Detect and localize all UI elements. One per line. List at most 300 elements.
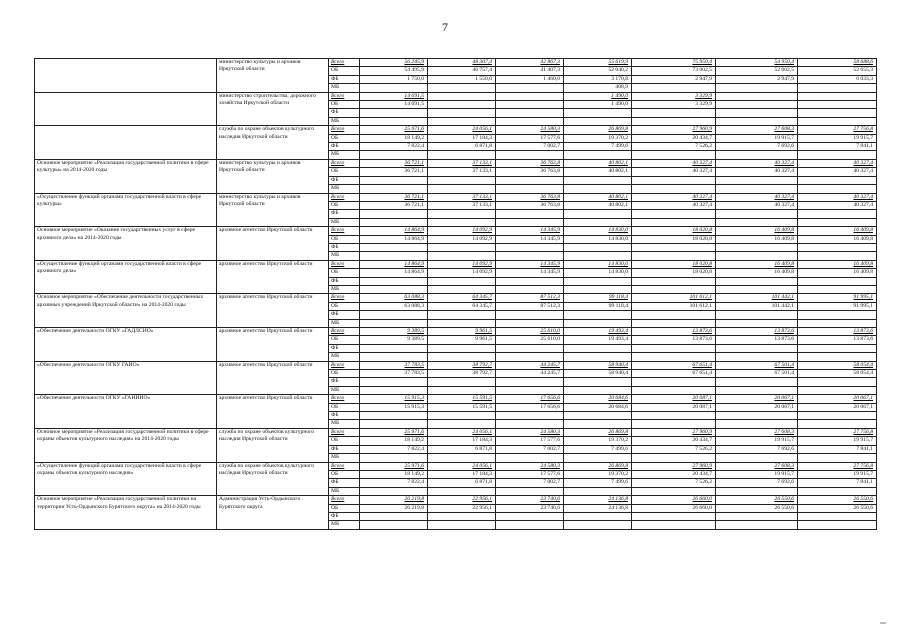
amount-cell: 16 409,8 bbox=[798, 235, 877, 243]
funding-source-cell: ОБ bbox=[329, 403, 360, 411]
amount-cell bbox=[632, 218, 716, 226]
amount-cell: 20 434,7 bbox=[632, 437, 716, 445]
funding-source-cell: ФБ bbox=[329, 378, 360, 386]
amount-cell bbox=[428, 487, 496, 495]
amount-cell bbox=[716, 454, 798, 462]
budget-table bbox=[34, 58, 877, 530]
amount-cell bbox=[798, 277, 877, 285]
amount-cell bbox=[564, 252, 632, 260]
amount-cell bbox=[428, 512, 496, 520]
amount-cell: 1 490,0 bbox=[564, 92, 632, 100]
amount-cell bbox=[428, 84, 496, 92]
amount-cell: 16 409,8 bbox=[716, 227, 798, 235]
amount-cell: 40 802,1 bbox=[564, 193, 632, 201]
amount-cell: 9 389,5 bbox=[360, 336, 428, 344]
amount-cell: 19 493,4 bbox=[564, 328, 632, 336]
amount-cell: 26 219,8 bbox=[360, 496, 428, 504]
amount-cell: 99 118,4 bbox=[564, 294, 632, 302]
activity-title-cell: Основное мероприятие «Реализация государственной политики в сфере охраны объектов культурного наследия» на 2014-2020 годы bbox=[35, 428, 217, 462]
amount-cell bbox=[428, 285, 496, 293]
amount-cell: 7 692,6 bbox=[716, 479, 798, 487]
amount-cell bbox=[632, 210, 716, 218]
amount-cell bbox=[564, 378, 632, 386]
amount-cell: 37 783,5 bbox=[360, 361, 428, 369]
funding-source-cell: Всего bbox=[329, 193, 360, 201]
amount-cell: 25 971,6 bbox=[360, 462, 428, 470]
amount-cell: 44 245,7 bbox=[496, 361, 564, 369]
amount-cell: 16 409,8 bbox=[798, 260, 877, 268]
amount-cell: 14 830,0 bbox=[564, 260, 632, 268]
amount-cell bbox=[360, 386, 428, 394]
amount-cell bbox=[564, 512, 632, 520]
amount-cell: 19 493,4 bbox=[564, 336, 632, 344]
amount-cell: 7 526,2 bbox=[632, 143, 716, 151]
amount-cell bbox=[496, 386, 564, 394]
amount-cell: 7 822,4 bbox=[360, 143, 428, 151]
amount-cell bbox=[360, 277, 428, 285]
amount-cell bbox=[360, 512, 428, 520]
funding-source-cell: ФБ bbox=[329, 210, 360, 218]
amount-cell: 40 327,4 bbox=[798, 168, 877, 176]
scan-mark bbox=[880, 622, 886, 624]
activity-title-cell bbox=[35, 126, 217, 160]
activity-title-cell: «Осуществление функций органами государственной власти в сфере архивного дела» bbox=[35, 260, 217, 294]
amount-cell: 18 020,8 bbox=[632, 260, 716, 268]
amount-cell: 26 660,0 bbox=[632, 504, 716, 512]
table-row bbox=[35, 428, 877, 436]
amount-cell bbox=[798, 92, 877, 100]
amount-cell bbox=[428, 243, 496, 251]
amount-cell: 40 327,4 bbox=[798, 201, 877, 209]
amount-cell bbox=[428, 311, 496, 319]
amount-cell: 54 950,4 bbox=[716, 59, 798, 67]
amount-cell: 25 971,6 bbox=[360, 126, 428, 134]
funding-source-cell: ФБ bbox=[329, 243, 360, 251]
amount-cell: 19 370,2 bbox=[564, 437, 632, 445]
amount-cell: 27 960,9 bbox=[632, 428, 716, 436]
amount-cell: 9 961,5 bbox=[428, 336, 496, 344]
amount-cell: 63 088,3 bbox=[360, 302, 428, 310]
amount-cell: 67 651,4 bbox=[632, 370, 716, 378]
amount-cell: 17 656,6 bbox=[496, 395, 564, 403]
amount-cell: 15 591,5 bbox=[428, 395, 496, 403]
table-row bbox=[35, 260, 877, 268]
amount-cell bbox=[496, 117, 564, 125]
amount-cell bbox=[632, 109, 716, 117]
amount-cell: 37 133,1 bbox=[428, 193, 496, 201]
amount-cell: 44 245,7 bbox=[496, 370, 564, 378]
activity-title-cell: Основное мероприятие «Реализация государственной политики в сфере культуры» на 2014-2020 годы bbox=[35, 159, 217, 193]
amount-cell bbox=[632, 319, 716, 327]
amount-cell: 36 763,8 bbox=[496, 159, 564, 167]
executor-cell: архивное агентство Иркутской области bbox=[217, 361, 329, 395]
amount-cell bbox=[428, 210, 496, 218]
funding-source-cell: Всего bbox=[329, 59, 360, 67]
amount-cell: 36 763,8 bbox=[496, 193, 564, 201]
amount-cell: 27 960,9 bbox=[632, 462, 716, 470]
amount-cell bbox=[716, 176, 798, 184]
amount-cell: 6 033,3 bbox=[798, 75, 877, 83]
amount-cell bbox=[798, 487, 877, 495]
amount-cell: 7 692,6 bbox=[716, 143, 798, 151]
amount-cell bbox=[632, 454, 716, 462]
amount-cell: 20 087,1 bbox=[632, 403, 716, 411]
amount-cell bbox=[716, 386, 798, 394]
amount-cell bbox=[496, 210, 564, 218]
amount-cell: 40 327,4 bbox=[632, 168, 716, 176]
funding-source-cell: Всего bbox=[329, 328, 360, 336]
amount-cell bbox=[428, 117, 496, 125]
amount-cell bbox=[360, 311, 428, 319]
amount-cell bbox=[716, 92, 798, 100]
amount-cell bbox=[564, 243, 632, 251]
amount-cell bbox=[798, 151, 877, 159]
amount-cell: 1 490,0 bbox=[564, 101, 632, 109]
amount-cell bbox=[716, 420, 798, 428]
funding-source-cell: Всего bbox=[329, 92, 360, 100]
amount-cell bbox=[632, 487, 716, 495]
amount-cell: 19 915,7 bbox=[716, 470, 798, 478]
amount-cell: 18 149,2 bbox=[360, 470, 428, 478]
amount-cell bbox=[564, 319, 632, 327]
amount-cell: 27 756,8 bbox=[798, 428, 877, 436]
amount-cell bbox=[798, 84, 877, 92]
amount-cell bbox=[632, 185, 716, 193]
amount-cell: 40 327,4 bbox=[716, 193, 798, 201]
amount-cell: 17 184,3 bbox=[428, 470, 496, 478]
amount-cell bbox=[564, 487, 632, 495]
amount-cell bbox=[428, 344, 496, 352]
funding-source-cell: ОБ bbox=[329, 470, 360, 478]
amount-cell bbox=[564, 311, 632, 319]
funding-source-cell: ФБ bbox=[329, 344, 360, 352]
activity-title-cell: Основное мероприятие «Реализация государственной политики на территории Усть-Ордынского Бурятского округа» на 2014-2020 годы bbox=[35, 496, 217, 530]
funding-source-cell: МБ bbox=[329, 353, 360, 361]
amount-cell: 24 056,1 bbox=[428, 428, 496, 436]
amount-cell bbox=[716, 311, 798, 319]
funding-source-cell: ОБ bbox=[329, 67, 360, 75]
funding-source-cell: МБ bbox=[329, 84, 360, 92]
amount-cell bbox=[798, 109, 877, 117]
amount-cell: 55 619,9 bbox=[564, 59, 632, 67]
amount-cell: 17 184,3 bbox=[428, 437, 496, 445]
amount-cell: 64 345,7 bbox=[428, 302, 496, 310]
amount-cell: 7 822,4 bbox=[360, 479, 428, 487]
amount-cell: 38 792,7 bbox=[428, 370, 496, 378]
amount-cell bbox=[428, 378, 496, 386]
amount-cell bbox=[428, 218, 496, 226]
amount-cell: 42 867,3 bbox=[496, 59, 564, 67]
funding-source-cell: МБ bbox=[329, 319, 360, 327]
funding-source-cell: ОБ bbox=[329, 101, 360, 109]
amount-cell bbox=[428, 454, 496, 462]
amount-cell bbox=[496, 151, 564, 159]
amount-cell: 27 756,8 bbox=[798, 126, 877, 134]
amount-cell bbox=[360, 487, 428, 495]
amount-cell: 58 054,4 bbox=[798, 361, 877, 369]
amount-cell: 7 692,6 bbox=[716, 445, 798, 453]
amount-cell: 14 864,9 bbox=[360, 260, 428, 268]
funding-source-cell: ФБ bbox=[329, 512, 360, 520]
amount-cell: 22 956,1 bbox=[428, 496, 496, 504]
amount-cell bbox=[716, 210, 798, 218]
amount-cell: 20 434,7 bbox=[632, 470, 716, 478]
table-body bbox=[35, 59, 877, 530]
amount-cell bbox=[496, 311, 564, 319]
funding-source-cell: МБ bbox=[329, 420, 360, 428]
funding-source-cell: МБ bbox=[329, 454, 360, 462]
amount-cell bbox=[716, 252, 798, 260]
amount-cell bbox=[428, 521, 496, 529]
amount-cell: 14 691,5 bbox=[360, 101, 428, 109]
amount-cell: 20 067,1 bbox=[716, 395, 798, 403]
funding-source-cell: Всего bbox=[329, 227, 360, 235]
amount-cell: 14 830,0 bbox=[564, 269, 632, 277]
amount-cell: 54 495,9 bbox=[360, 67, 428, 75]
amount-cell bbox=[496, 285, 564, 293]
amount-cell: 2 947,9 bbox=[716, 75, 798, 83]
amount-cell: 17 577,6 bbox=[496, 470, 564, 478]
amount-cell bbox=[716, 378, 798, 386]
amount-cell: 26 219,8 bbox=[360, 504, 428, 512]
amount-cell: 101 442,1 bbox=[716, 294, 798, 302]
amount-cell bbox=[428, 353, 496, 361]
amount-cell: 25 610,0 bbox=[496, 328, 564, 336]
amount-cell bbox=[496, 521, 564, 529]
amount-cell bbox=[716, 412, 798, 420]
amount-cell bbox=[632, 117, 716, 125]
funding-source-cell: Всего bbox=[329, 159, 360, 167]
amount-cell: 20 087,1 bbox=[632, 395, 716, 403]
amount-cell bbox=[632, 285, 716, 293]
amount-cell: 3 170,8 bbox=[564, 75, 632, 83]
amount-cell bbox=[496, 353, 564, 361]
amount-cell bbox=[496, 243, 564, 251]
amount-cell bbox=[428, 101, 496, 109]
amount-cell: 38 792,7 bbox=[428, 361, 496, 369]
executor-cell: архивное агентство Иркутской области bbox=[217, 395, 329, 429]
amount-cell bbox=[716, 185, 798, 193]
amount-cell bbox=[360, 252, 428, 260]
amount-cell bbox=[360, 412, 428, 420]
amount-cell bbox=[428, 277, 496, 285]
amount-cell bbox=[360, 185, 428, 193]
amount-cell bbox=[360, 344, 428, 352]
table-row bbox=[35, 462, 877, 470]
amount-cell bbox=[798, 176, 877, 184]
amount-cell bbox=[496, 218, 564, 226]
amount-cell: 40 327,4 bbox=[716, 201, 798, 209]
amount-cell: 6 871,8 bbox=[428, 143, 496, 151]
amount-cell: 19 915,7 bbox=[716, 437, 798, 445]
funding-source-cell: Всего bbox=[329, 462, 360, 470]
funding-source-cell: Всего bbox=[329, 496, 360, 504]
amount-cell: 99 118,4 bbox=[564, 302, 632, 310]
amount-cell: 37 133,1 bbox=[428, 168, 496, 176]
amount-cell bbox=[798, 412, 877, 420]
amount-cell bbox=[564, 344, 632, 352]
amount-cell: 20 067,1 bbox=[716, 403, 798, 411]
funding-source-cell: МБ bbox=[329, 386, 360, 394]
amount-cell: 40 327,4 bbox=[798, 193, 877, 201]
amount-cell: 37 133,1 bbox=[428, 159, 496, 167]
amount-cell: 87 512,3 bbox=[496, 294, 564, 302]
table-row bbox=[35, 294, 877, 302]
activity-title-cell bbox=[35, 92, 217, 126]
amount-cell bbox=[428, 412, 496, 420]
amount-cell bbox=[360, 151, 428, 159]
amount-cell: 14 092,9 bbox=[428, 260, 496, 268]
amount-cell: 91 995,1 bbox=[798, 302, 877, 310]
amount-cell bbox=[360, 420, 428, 428]
amount-cell bbox=[632, 353, 716, 361]
amount-cell: 40 327,4 bbox=[798, 159, 877, 167]
amount-cell: 14 345,9 bbox=[496, 260, 564, 268]
amount-cell bbox=[564, 117, 632, 125]
amount-cell bbox=[564, 386, 632, 394]
amount-cell: 52 655,3 bbox=[798, 67, 877, 75]
amount-cell: 15 591,5 bbox=[428, 403, 496, 411]
amount-cell bbox=[632, 277, 716, 285]
amount-cell bbox=[716, 319, 798, 327]
amount-cell: 14 830,0 bbox=[564, 227, 632, 235]
amount-cell: 25 610,0 bbox=[496, 336, 564, 344]
funding-source-cell: Всего bbox=[329, 260, 360, 268]
amount-cell: 14 864,9 bbox=[360, 235, 428, 243]
amount-cell: 13 873,6 bbox=[632, 336, 716, 344]
amount-cell: 26 550,6 bbox=[716, 496, 798, 504]
amount-cell: 15 915,3 bbox=[360, 395, 428, 403]
amount-cell: 67 501,4 bbox=[716, 370, 798, 378]
amount-cell: 40 327,4 bbox=[716, 168, 798, 176]
amount-cell bbox=[564, 454, 632, 462]
amount-cell bbox=[496, 185, 564, 193]
amount-cell: 18 149,2 bbox=[360, 437, 428, 445]
amount-cell: 7 526,2 bbox=[632, 479, 716, 487]
amount-cell bbox=[360, 353, 428, 361]
amount-cell bbox=[798, 454, 877, 462]
amount-cell bbox=[632, 151, 716, 159]
funding-source-cell: МБ bbox=[329, 285, 360, 293]
amount-cell bbox=[716, 487, 798, 495]
amount-cell bbox=[632, 512, 716, 520]
amount-cell: 14 345,9 bbox=[496, 227, 564, 235]
amount-cell bbox=[716, 243, 798, 251]
amount-cell: 7 841,1 bbox=[798, 445, 877, 453]
amount-cell: 37 133,1 bbox=[428, 201, 496, 209]
amount-cell: 24 580,3 bbox=[496, 462, 564, 470]
amount-cell: 3 329,9 bbox=[632, 101, 716, 109]
amount-cell bbox=[496, 176, 564, 184]
activity-title-cell: «Обеспечение деятельности ОГКУ ГАИО» bbox=[35, 361, 217, 395]
amount-cell bbox=[716, 277, 798, 285]
amount-cell: 101 612,1 bbox=[632, 294, 716, 302]
amount-cell bbox=[428, 319, 496, 327]
amount-cell: 24 580,3 bbox=[496, 428, 564, 436]
activity-title-cell: «Обеспечение деятельности ОГКУ «ГАДЛСИО» bbox=[35, 328, 217, 362]
amount-cell: 40 802,1 bbox=[564, 159, 632, 167]
funding-source-cell: Всего bbox=[329, 428, 360, 436]
amount-cell bbox=[428, 252, 496, 260]
amount-cell bbox=[496, 101, 564, 109]
executor-cell: служба по охране объектов культурного наследия Иркутской области bbox=[217, 126, 329, 160]
amount-cell: 23 740,6 bbox=[496, 504, 564, 512]
amount-cell bbox=[564, 151, 632, 159]
funding-source-cell: ОБ bbox=[329, 336, 360, 344]
amount-cell: 2 947,9 bbox=[632, 75, 716, 83]
amount-cell: 18 149,2 bbox=[360, 134, 428, 142]
executor-cell: Администрация Усть-Ордынского Бурятского округа bbox=[217, 496, 329, 530]
funding-source-cell: ФБ bbox=[329, 277, 360, 285]
funding-source-cell: ФБ bbox=[329, 75, 360, 83]
activity-title-cell: «Осуществление функций органами государственной власти в сфере культуры» bbox=[35, 193, 217, 227]
amount-cell bbox=[798, 185, 877, 193]
amount-cell bbox=[632, 378, 716, 386]
amount-cell: 36 721,1 bbox=[360, 201, 428, 209]
amount-cell: 15 915,3 bbox=[360, 403, 428, 411]
amount-cell: 7 002,7 bbox=[496, 143, 564, 151]
table-row bbox=[35, 159, 877, 167]
amount-cell bbox=[716, 218, 798, 226]
executor-cell: министерство культуры и архивов Иркутской области bbox=[217, 193, 329, 227]
amount-cell: 27 608,3 bbox=[716, 428, 798, 436]
amount-cell bbox=[798, 218, 877, 226]
amount-cell bbox=[496, 487, 564, 495]
amount-cell: 36 763,8 bbox=[496, 168, 564, 176]
funding-source-cell: ОБ bbox=[329, 437, 360, 445]
funding-source-cell: ОБ bbox=[329, 168, 360, 176]
amount-cell bbox=[798, 420, 877, 428]
amount-cell: 26 869,8 bbox=[564, 428, 632, 436]
amount-cell bbox=[716, 285, 798, 293]
amount-cell bbox=[716, 344, 798, 352]
executor-cell: служба по охране объектов культурного наследия Иркутской области bbox=[217, 462, 329, 496]
amount-cell: 7 841,1 bbox=[798, 479, 877, 487]
amount-cell: 9 961,5 bbox=[428, 328, 496, 336]
amount-cell: 13 873,6 bbox=[632, 328, 716, 336]
amount-cell bbox=[716, 117, 798, 125]
amount-cell bbox=[564, 185, 632, 193]
amount-cell bbox=[798, 378, 877, 386]
funding-source-cell: ОБ bbox=[329, 269, 360, 277]
funding-source-cell: МБ bbox=[329, 151, 360, 159]
amount-cell: 41 407,3 bbox=[496, 67, 564, 75]
amount-cell: 408,9 bbox=[564, 84, 632, 92]
amount-cell: 40 802,1 bbox=[564, 168, 632, 176]
amount-cell: 56 245,9 bbox=[360, 59, 428, 67]
amount-cell bbox=[496, 412, 564, 420]
funding-source-cell: ОБ bbox=[329, 504, 360, 512]
amount-cell bbox=[564, 412, 632, 420]
amount-cell bbox=[496, 454, 564, 462]
amount-cell: 27 756,8 bbox=[798, 462, 877, 470]
amount-cell: 1 460,0 bbox=[496, 75, 564, 83]
amount-cell bbox=[360, 84, 428, 92]
amount-cell: 24 580,3 bbox=[496, 126, 564, 134]
amount-cell: 63 088,3 bbox=[360, 294, 428, 302]
amount-cell bbox=[360, 117, 428, 125]
executor-cell: министерство культуры и архивов Иркутской области bbox=[217, 159, 329, 193]
funding-source-cell: ОБ bbox=[329, 370, 360, 378]
amount-cell: 7 499,6 bbox=[564, 143, 632, 151]
amount-cell: 7 841,1 bbox=[798, 143, 877, 151]
amount-cell bbox=[632, 84, 716, 92]
amount-cell bbox=[632, 412, 716, 420]
amount-cell: 6 871,8 bbox=[428, 479, 496, 487]
amount-cell: 13 873,6 bbox=[716, 336, 798, 344]
amount-cell bbox=[428, 92, 496, 100]
amount-cell bbox=[496, 420, 564, 428]
